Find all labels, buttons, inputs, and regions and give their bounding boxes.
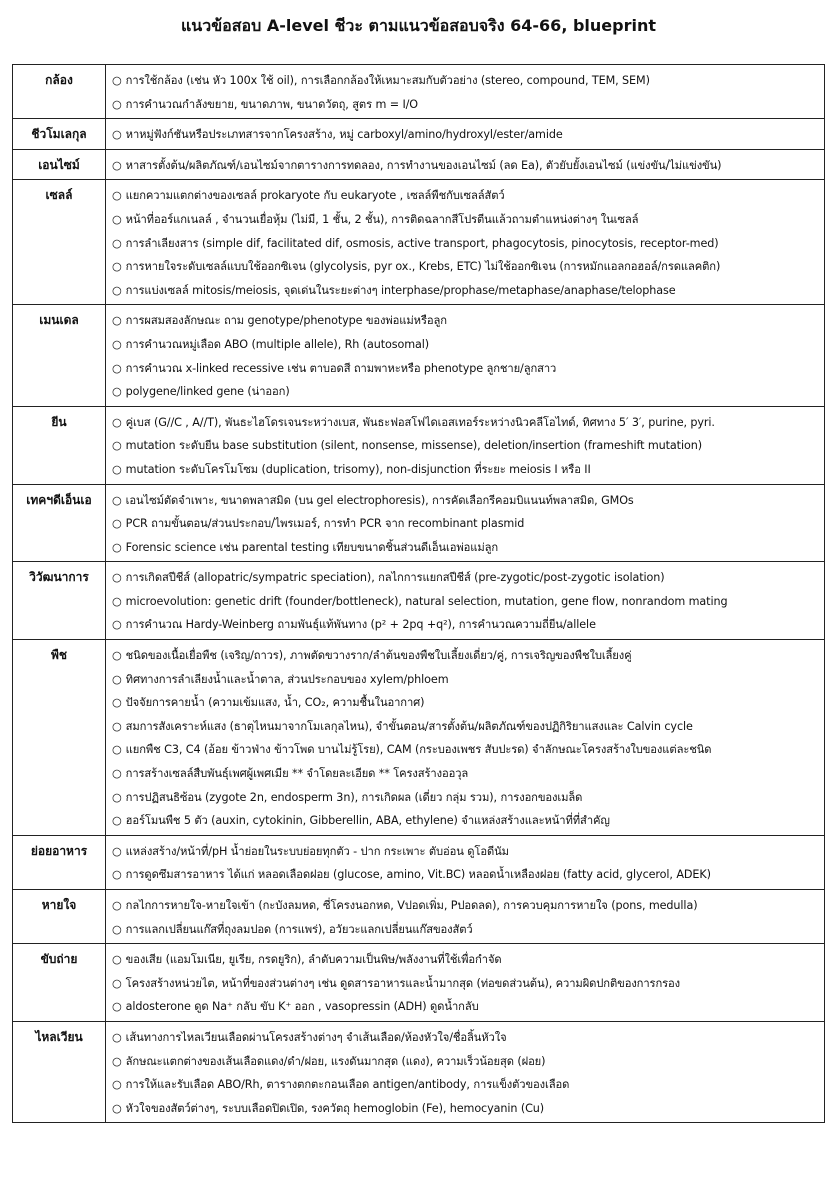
circle-bullet-icon: ○ [112,868,122,882]
subject-cell: เมนเดล [13,305,106,406]
circle-bullet-icon: ○ [112,1054,122,1068]
topic-text: Forensic science เช่น parental testing เทียบขนาดชิ้นส่วนดีเอ็นเอพ่อแม่ลูก [125,540,499,554]
list-item [112,458,824,482]
topic-text: การคำนวณ Hardy-Weinberg ถามพันธุ์แท้พันทาง (p² + 2pq +q²), การคำนวณความถี่ยีน/allele [125,618,596,632]
table-row [13,305,825,406]
table-row [13,640,825,836]
table-row [13,944,825,1022]
topics-cell [106,305,825,406]
topics-cell [106,640,825,836]
subject-cell: เซลล์ [13,180,106,305]
list-item [112,1097,824,1121]
topic-text: PCR ถามขั้นตอน/ส่วนประกอบ/ไพรเมอร์, การทำ PCR จาก recombinant plasmid [125,517,525,531]
circle-bullet-icon: ○ [112,743,122,757]
topic-text: การหายใจระดับเซลล์แบบใช้ออกซิเจน (glycolysis, pyr ox., Krebs, ETC) ไม่ใช้ออกซิเจน (การหมักแอลกอฮอล์/กรดแลคติก) [125,260,721,274]
subject-cell: ไหลเวียน [13,1021,106,1122]
subject-cell: เอนไซม์ [13,149,106,180]
subject-cell: เทคฯดีเอ็นเอ [13,484,106,562]
topic-text: การใช้กล้อง (เช่น หัว 100x ใช้ oil), การเลือกกล้องให้เหมาะสมกับตัวอย่าง (stereo, compound, TEM, SEM) [125,74,650,87]
topics-cell [106,149,825,180]
topic-text: กลไกการหายใจ-หายใจเข้า (กะบังลมหด, ซี่โครงนอกหด, Vปอดเพิ่ม, Pปอดลด), การควบคุมการหายใจ (pons, medulla) [125,899,698,912]
circle-bullet-icon: ○ [112,1078,122,1092]
table-row [13,1021,825,1122]
circle-bullet-icon: ○ [112,767,122,781]
list-item [112,333,824,357]
topics-cell [106,944,825,1022]
list-item [112,279,824,303]
circle-bullet-icon: ○ [112,158,122,172]
subject-cell: พืช [13,640,106,836]
list-item [112,691,824,715]
topic-text: mutation ระดับยีน base substitution (silent, nonsense, missense), deletion/insertion (frameshift mutation) [125,439,702,453]
list-item [112,208,824,232]
circle-bullet-icon: ○ [112,540,122,554]
circle-bullet-icon: ○ [112,672,122,686]
list-item [112,590,824,614]
topic-text: สมการสังเคราะห์แสง (ธาตุไหนมาจากโมเลกุลไหน), จำขั้นตอน/สารตั้งต้น/ผลิตภัณฑ์ของปฏิกิริยาแสงและ Calvin cycle [125,719,693,733]
list-item [112,668,824,692]
list-item [112,184,824,208]
list-item [112,536,824,560]
topics-cell [106,119,825,150]
topic-text: แหล่งสร้าง/หน้าที่/pH น้ำย่อยในระบบย่อยทุกตัว - ปาก กระเพาะ ตับอ่อน ดูโอดีนัม [125,844,509,858]
topic-text: ชนิดของเนื้อเยื่อพืช (เจริญ/ถาวร), ภาพตัดขวางราก/ลำต้นของพืชใบเลี้ยงเดี่ยว/คู่, การเจริญของพืชใบเลี้ยงคู่ [125,649,632,663]
list-item [112,995,824,1019]
topic-text: เส้นทางการไหลเวียนเลือดผ่านโครงสร้างต่างๆ จำเส้นเลือด/ห้องหัวใจ/ชื่อลิ้นหัวใจ [125,1030,507,1044]
circle-bullet-icon: ○ [112,719,122,733]
topic-text: หัวใจของสัตว์ต่างๆ, ระบบเลือดปิดเปิด, รงควัตถุ hemoglobin (Fe), hemocyanin (Cu) [125,1101,545,1115]
page-title: แนวข้อสอบ A-level ชีวะ ตามแนวข้อสอบจริง 64-66, blueprint [180,16,657,35]
topic-text: mutation ระดับโครโมโซม (duplication, trisomy), non-disjunction ที่ระยะ meiosis I หรือ II [125,462,591,476]
subject-cell: กล้อง [13,65,106,119]
list-item [112,972,824,996]
circle-bullet-icon: ○ [112,1000,122,1014]
topics-cell [106,180,825,305]
circle-bullet-icon: ○ [112,594,122,608]
topic-text: การเกิดสปีชีส์ (allopatric/sympatric speciation), กลไกการแยกสปีชีส์ (pre-zygotic/post-zygotic isolation) [125,571,665,585]
list-item [112,489,824,513]
list-item [112,948,824,972]
circle-bullet-icon: ○ [112,314,122,328]
list-item [112,93,824,117]
topic-text: แยกความแตกต่างของเซลล์ prokaryote กับ eukaryote , เซลล์พืชกับเซลล์สัตว์ [125,189,505,203]
topic-text: การให้และรับเลือด ABO/Rh, ตารางตกตะกอนเลือด antigen/antibody, การแข็งตัวของเลือด [125,1078,570,1092]
circle-bullet-icon: ○ [112,462,122,476]
list-item [112,255,824,279]
blueprint-table-body [13,65,825,1123]
subject-cell: หายใจ [13,890,106,944]
topic-text: โครงสร้างหน่วยไต, หน้าที่ของส่วนต่างๆ เช่น ดูดสารอาหารและน้ำมากสุด (ท่อขดส่วนต้น), ความผิดปกติของการกรอง [125,976,681,990]
topic-text: การคำนวณกำลังขยาย, ขนาดภาพ, ขนาดวัตถุ, สูตร m = I/O [125,97,419,111]
circle-bullet-icon: ○ [112,337,122,351]
topic-text: หาสารตั้งต้น/ผลิตภัณฑ์/เอนไซม์จากตารางการทดลอง, การทำงานของเอนไซม์ (ลด Ea), ตัวยับยั้งเอนไซม์ (แข่งขัน/ไม่แข่งขัน) [125,158,722,172]
list-item [112,840,824,864]
table-row [13,180,825,305]
list-item [112,715,824,739]
topic-text: หาหมู่ฟังก์ชันหรือประเภทสารจากโครงสร้าง, หมู่ carboxyl/amino/hydroxyl/ester/amide [125,128,563,142]
list-item [112,123,824,147]
blueprint-table [12,64,825,1123]
circle-bullet-icon: ○ [112,922,122,936]
topic-text: ลักษณะแตกต่างของเส้นเลือดแดง/ดำ/ฝอย, แรงดันมากสุด (แดง), ความเร็วน้อยสุด (ฝอย) [125,1054,546,1068]
topics-cell [106,484,825,562]
list-item [112,512,824,536]
circle-bullet-icon: ○ [112,212,122,226]
list-item [112,863,824,887]
list-item [112,1073,824,1097]
circle-bullet-icon: ○ [112,976,122,990]
list-item [112,411,824,435]
list-item [112,69,824,93]
topic-text: การสร้างเซลล์สืบพันธุ์เพศผู้เพศเมีย ** จำโดยละเอียด ** โครงสร้างออวุล [125,767,469,781]
topic-text: การลำเลียงสาร (simple dif, facilitated dif, osmosis, active transport, phagocytosis, pinocytosis, receptor-med) [125,236,719,250]
circle-bullet-icon: ○ [112,844,122,858]
table-row [13,890,825,944]
list-item [112,918,824,942]
list-item [112,434,824,458]
table-row [13,835,825,889]
list-item [112,786,824,810]
list-item [112,644,824,668]
topic-text: aldosterone ดูด Na⁺ กลับ ขับ K⁺ ออก , vasopressin (ADH) ดูดน้ำกลับ [125,1000,479,1014]
subject-cell: ชีวโมเลกุล [13,119,106,150]
subject-cell: ขับถ่าย [13,944,106,1022]
table-row [13,119,825,150]
topic-text: การดูดซึมสารอาหาร ได้แก่ หลอดเลือดฝอย (glucose, amino, Vit.BC) หลอดน้ำเหลืองฝอย (fatty acid, glycerol, ADEK) [125,868,711,882]
table-row [13,562,825,640]
topic-text: การคำนวณหมู่เลือด ABO (multiple allele), Rh (autosomal) [125,337,430,351]
topic-text: ทิศทางการลำเลียงน้ำและน้ำตาล, ส่วนประกอบของ xylem/phloem [125,672,449,686]
table-row [13,65,825,119]
topic-text: แยกพืช C3, C4 (อ้อย ข้าวฟ่าง ข้าวโพด บานไม่รู้โรย), CAM (กระบองเพชร สับปะรด) จำลักษณะโครงสร้างใบของแต่ละชนิด [125,743,712,757]
topic-text: ฮอร์โมนพืช 5 ตัว (auxin, cytokinin, Gibberellin, ABA, ethylene) จำแหล่งสร้างและหน้าที่ที่สำคัญ [125,814,610,828]
topic-text: microevolution: genetic drift (founder/bottleneck), natural selection, mutation, gene flow, nonrandom mating [125,594,728,608]
topic-text: ของเสีย (แอมโมเนีย, ยูเรีย, กรดยูริก), ลำดับความเป็นพิษ/พลังงานที่ใช้เพื่อกำจัด [125,953,502,967]
circle-bullet-icon: ○ [112,283,122,297]
circle-bullet-icon: ○ [112,493,122,507]
circle-bullet-icon: ○ [112,74,122,87]
circle-bullet-icon: ○ [112,128,122,142]
circle-bullet-icon: ○ [112,814,122,828]
topic-text: การแลกเปลี่ยนแก๊สที่ถุงลมปอด (การแพร่), อวัยวะแลกเปลี่ยนแก๊สของสัตว์ [125,922,473,936]
circle-bullet-icon: ○ [112,899,122,912]
table-row [13,484,825,562]
list-item [112,894,824,918]
topics-cell [106,562,825,640]
circle-bullet-icon: ○ [112,236,122,250]
topics-cell [106,406,825,484]
list-item [112,309,824,333]
list-item [112,613,824,637]
circle-bullet-icon: ○ [112,385,122,399]
list-item [112,232,824,256]
topics-cell [106,65,825,119]
topics-cell [106,1021,825,1122]
list-item [112,1050,824,1074]
circle-bullet-icon: ○ [112,260,122,274]
list-item [112,809,824,833]
circle-bullet-icon: ○ [112,361,122,375]
topic-text: ปัจจัยการคายน้ำ (ความเข้มแสง, น้ำ, CO₂, ความชื้นในอากาศ) [125,696,425,710]
circle-bullet-icon: ○ [112,439,122,453]
list-item [112,566,824,590]
topic-text: การคำนวณ x-linked recessive เช่น ตาบอดสี ถามพาหะหรือ phenotype ลูกชาย/ลูกสาว [125,361,557,375]
circle-bullet-icon: ○ [112,97,122,111]
circle-bullet-icon: ○ [112,517,122,531]
circle-bullet-icon: ○ [112,790,122,804]
circle-bullet-icon: ○ [112,953,122,967]
topics-cell [106,890,825,944]
circle-bullet-icon: ○ [112,415,122,429]
circle-bullet-icon: ○ [112,189,122,203]
circle-bullet-icon: ○ [112,696,122,710]
topic-text: การแบ่งเซลล์ mitosis/meiosis, จุดเด่นในระยะต่างๆ interphase/prophase/metaphase/anaphase/telophase [125,283,676,297]
circle-bullet-icon: ○ [112,1101,122,1115]
circle-bullet-icon: ○ [112,618,122,632]
topics-cell [106,835,825,889]
circle-bullet-icon: ○ [112,571,122,585]
topic-text: หน้าที่ออร์แกเนลล์ , จำนวนเยื่อหุ้ม (ไม่มี, 1 ชั้น, 2 ชั้น), การติดฉลากสีโปรตีนแล้วถามตำแหน่งต่างๆ ในเซลล์ [125,212,639,226]
list-item [112,357,824,381]
table-row [13,406,825,484]
list-item [112,1026,824,1050]
subject-cell: ย่อยอาหาร [13,835,106,889]
subject-cell: วิวัฒนาการ [13,562,106,640]
subject-cell: ยีน [13,406,106,484]
table-row [13,149,825,180]
list-item [112,154,824,178]
topic-text: การผสมสองลักษณะ ถาม genotype/phenotype ของพ่อแม่หรือลูก [125,314,447,328]
circle-bullet-icon: ○ [112,1030,122,1044]
list-item [112,738,824,762]
list-item [112,762,824,786]
circle-bullet-icon: ○ [112,649,122,663]
list-item [112,380,824,404]
topic-text: การปฏิสนธิซ้อน (zygote 2n, endosperm 3n), การเกิดผล (เดี่ยว กลุ่ม รวม), การงอกของเมล็ด [125,790,583,804]
topic-text: polygene/linked gene (น่าออก) [125,385,290,399]
topic-text: เอนไซม์ตัดจำเพาะ, ขนาดพลาสมิด (บน gel electrophoresis), การคัดเลือกรีคอมบิแนนท์พลาสมิด, GMOs [125,493,634,507]
topic-text: คู่เบส (G//C , A//T), พันธะไฮโดรเจนระหว่างเบส, พันธะฟอสโฟไดเอสเทอร์ระหว่างนิวคลีโอไทด์, ทิศทาง 5′ 3′, purine, pyri. [125,415,715,429]
